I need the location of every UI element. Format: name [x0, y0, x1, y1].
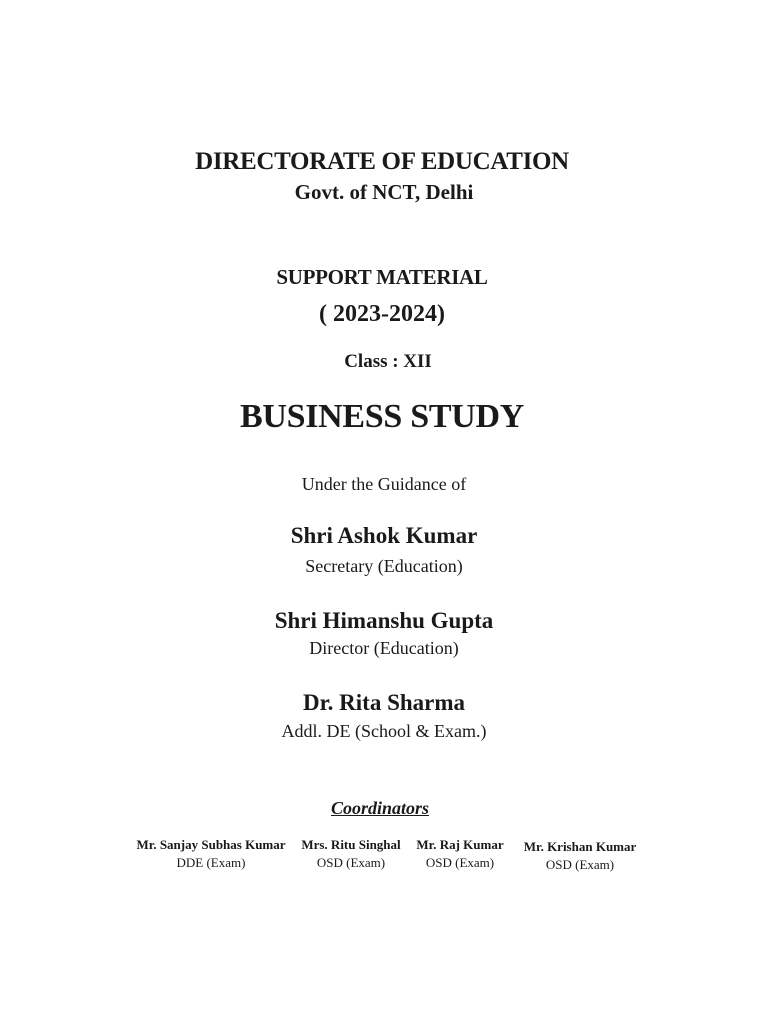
coordinators-heading: Coordinators [330, 798, 430, 818]
coordinator-role: OSD (Exam) [545, 857, 615, 872]
government-subtitle: Govt. of NCT, Delhi [294, 180, 474, 204]
coordinator-entry [490, 840, 670, 871]
academic-year: ( 2023-2024) [319, 301, 445, 327]
guidance-intro: Under the Guidance of [301, 474, 467, 494]
guidance-person-name: Shri Ashok Kumar [290, 523, 478, 548]
guidance-person-role: Addl. DE (School & Exam.) [281, 721, 487, 741]
subject-title: BUSINESS STUDY [240, 398, 524, 435]
guidance-person-role: Director (Education) [309, 638, 459, 658]
class-label: Class : XII [344, 351, 432, 372]
coordinator-name: Mrs. Ritu Singhal [301, 837, 401, 852]
organization-title: DIRECTORATE OF EDUCATION [195, 148, 569, 175]
guidance-person-role: Secretary (Education) [305, 556, 463, 576]
coordinator-role: DDE (Exam) [176, 855, 246, 870]
coordinator-role: OSD (Exam) [425, 855, 495, 870]
support-material-title: SUPPORT MATERIAL [276, 265, 488, 289]
guidance-person-name: Shri Himanshu Gupta [274, 608, 494, 633]
coordinator-name: Mr. Krishan Kumar [523, 839, 637, 854]
coordinator-role: OSD (Exam) [316, 855, 386, 870]
guidance-person-name: Dr. Rita Sharma [302, 690, 466, 715]
coordinator-name: Mr. Raj Kumar [416, 837, 504, 852]
coordinator-name: Mr. Sanjay Subhas Kumar [136, 837, 286, 852]
